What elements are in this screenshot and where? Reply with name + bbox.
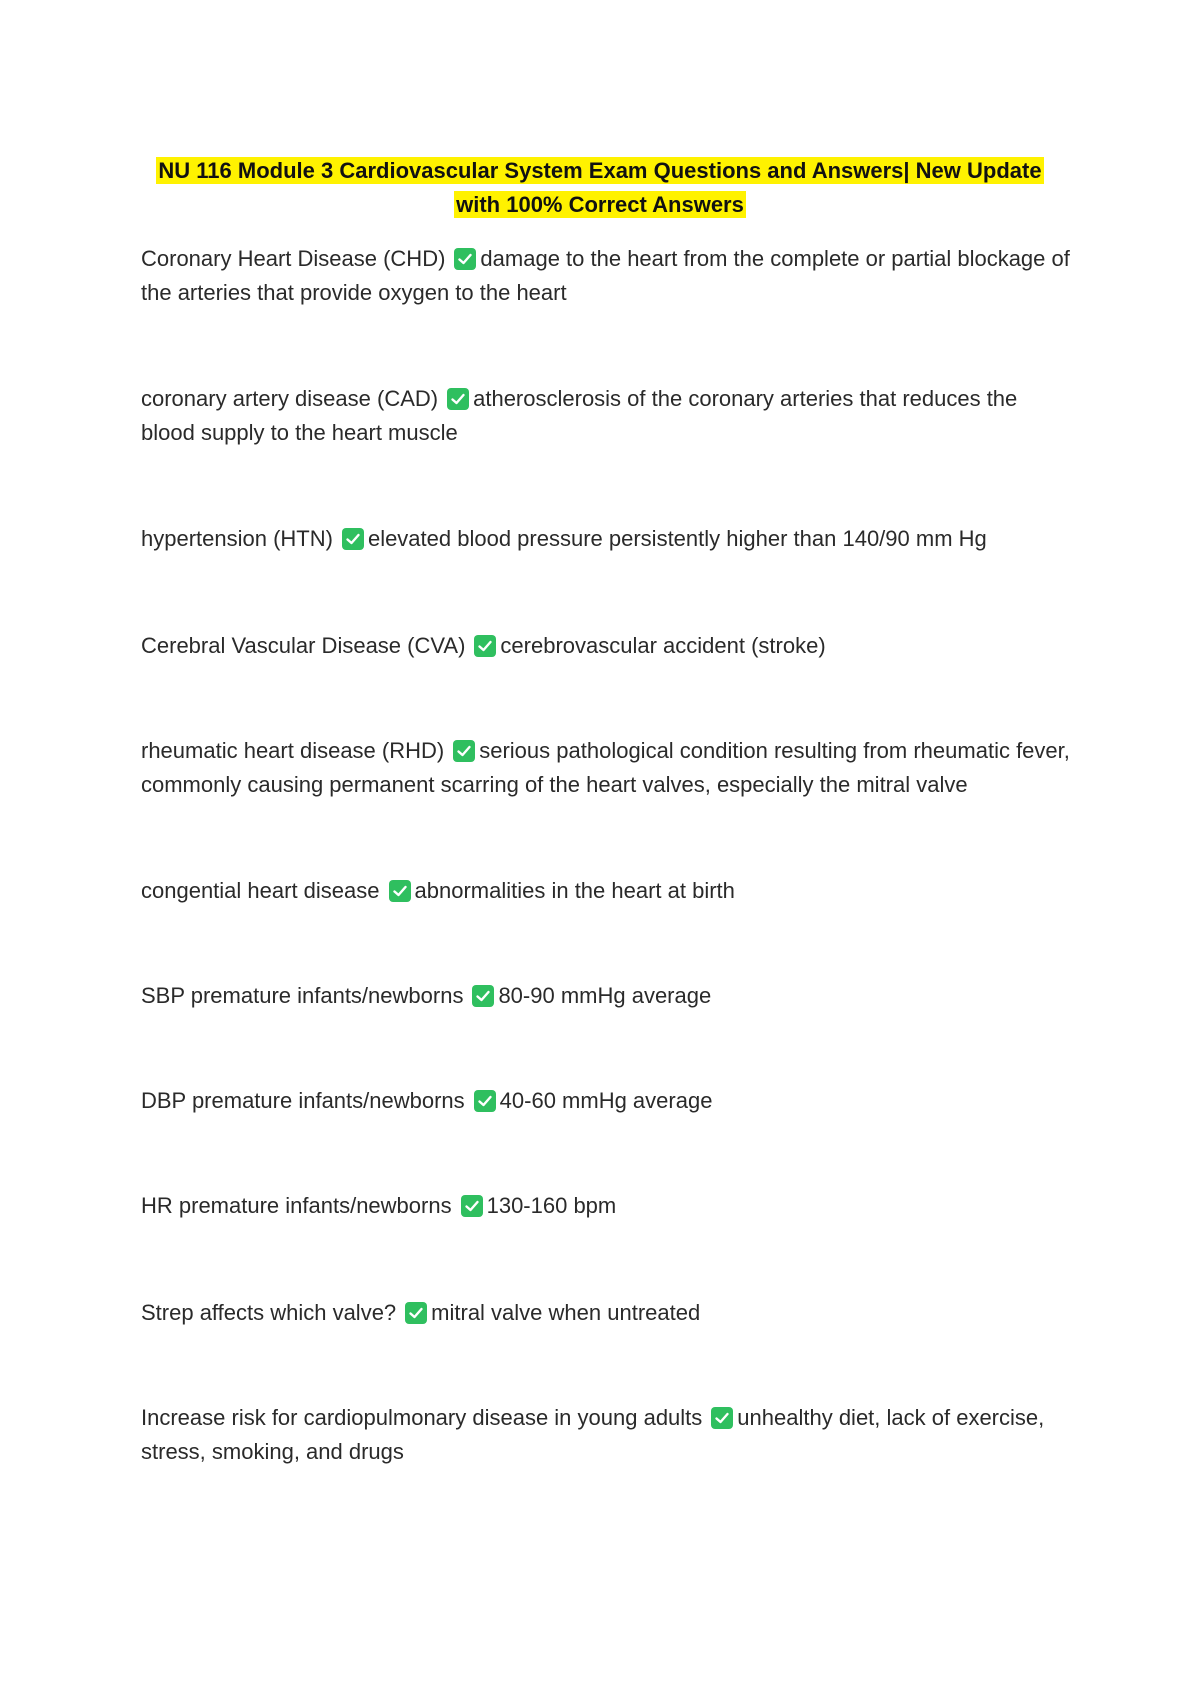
qa-term: Coronary Heart Disease (CHD)	[141, 246, 446, 271]
qa-item	[141, 979, 1071, 1013]
qa-term: DBP premature infants/newborns	[141, 1088, 465, 1113]
check-mark-icon	[461, 1195, 483, 1217]
qa-item	[141, 242, 1071, 310]
qa-answer: cerebrovascular accident (stroke)	[500, 633, 826, 658]
qa-term: SBP premature infants/newborns	[141, 983, 464, 1008]
qa-item	[141, 1401, 1071, 1469]
check-mark-icon	[405, 1302, 427, 1324]
qa-item	[141, 874, 1071, 908]
qa-item	[141, 522, 1071, 556]
qa-item	[141, 382, 1071, 450]
qa-term: Strep affects which valve?	[141, 1300, 397, 1325]
qa-answer: unhealthy diet, lack of exercise, stress, smoking, and drugs	[141, 1405, 1045, 1464]
qa-term: congential heart disease	[141, 878, 380, 903]
qa-item	[141, 1296, 1071, 1330]
qa-item	[141, 1084, 1071, 1118]
qa-answer: atherosclerosis of the coronary arteries that reduces the blood supply to the heart muscle	[141, 386, 1018, 445]
qa-answer: elevated blood pressure persistently higher than 140/90 mm Hg	[367, 526, 987, 551]
qa-term: coronary artery disease (CAD)	[141, 386, 439, 411]
qa-item	[141, 734, 1071, 802]
document-title	[140, 154, 1060, 222]
qa-answer: 80-90 mmHg average	[498, 983, 712, 1008]
check-mark-icon	[454, 248, 476, 270]
document-title-text: NU 116 Module 3 Cardiovascular System Exam Questions and Answers| New Update with 100% Correct Answers	[158, 158, 1042, 217]
qa-term: hypertension (HTN)	[141, 526, 333, 551]
qa-answer: 130-160 bpm	[486, 1193, 617, 1218]
qa-answer: serious pathological condition resulting from rheumatic fever, commonly causing permanent scarring of the heart valves, especially the mitral valve	[141, 738, 1070, 797]
qa-term: Increase risk for cardiopulmonary disease in young adults	[141, 1405, 703, 1430]
check-mark-icon	[474, 635, 496, 657]
qa-term: HR premature infants/newborns	[141, 1193, 452, 1218]
qa-item	[141, 1189, 1071, 1223]
qa-answer: damage to the heart from the complete or partial blockage of the arteries that provide oxygen to the heart	[141, 246, 1070, 305]
check-mark-icon	[342, 528, 364, 550]
check-mark-icon	[389, 880, 411, 902]
check-mark-icon	[711, 1407, 733, 1429]
qa-answer: mitral valve when untreated	[431, 1300, 701, 1325]
check-mark-icon	[472, 985, 494, 1007]
check-mark-icon	[474, 1090, 496, 1112]
qa-term: Cerebral Vascular Disease (CVA)	[141, 633, 466, 658]
qa-item	[141, 629, 1071, 663]
check-mark-icon	[453, 740, 475, 762]
qa-term: rheumatic heart disease (RHD)	[141, 738, 445, 763]
qa-answer: abnormalities in the heart at birth	[414, 878, 735, 903]
check-mark-icon	[447, 388, 469, 410]
qa-answer: 40-60 mmHg average	[499, 1088, 713, 1113]
